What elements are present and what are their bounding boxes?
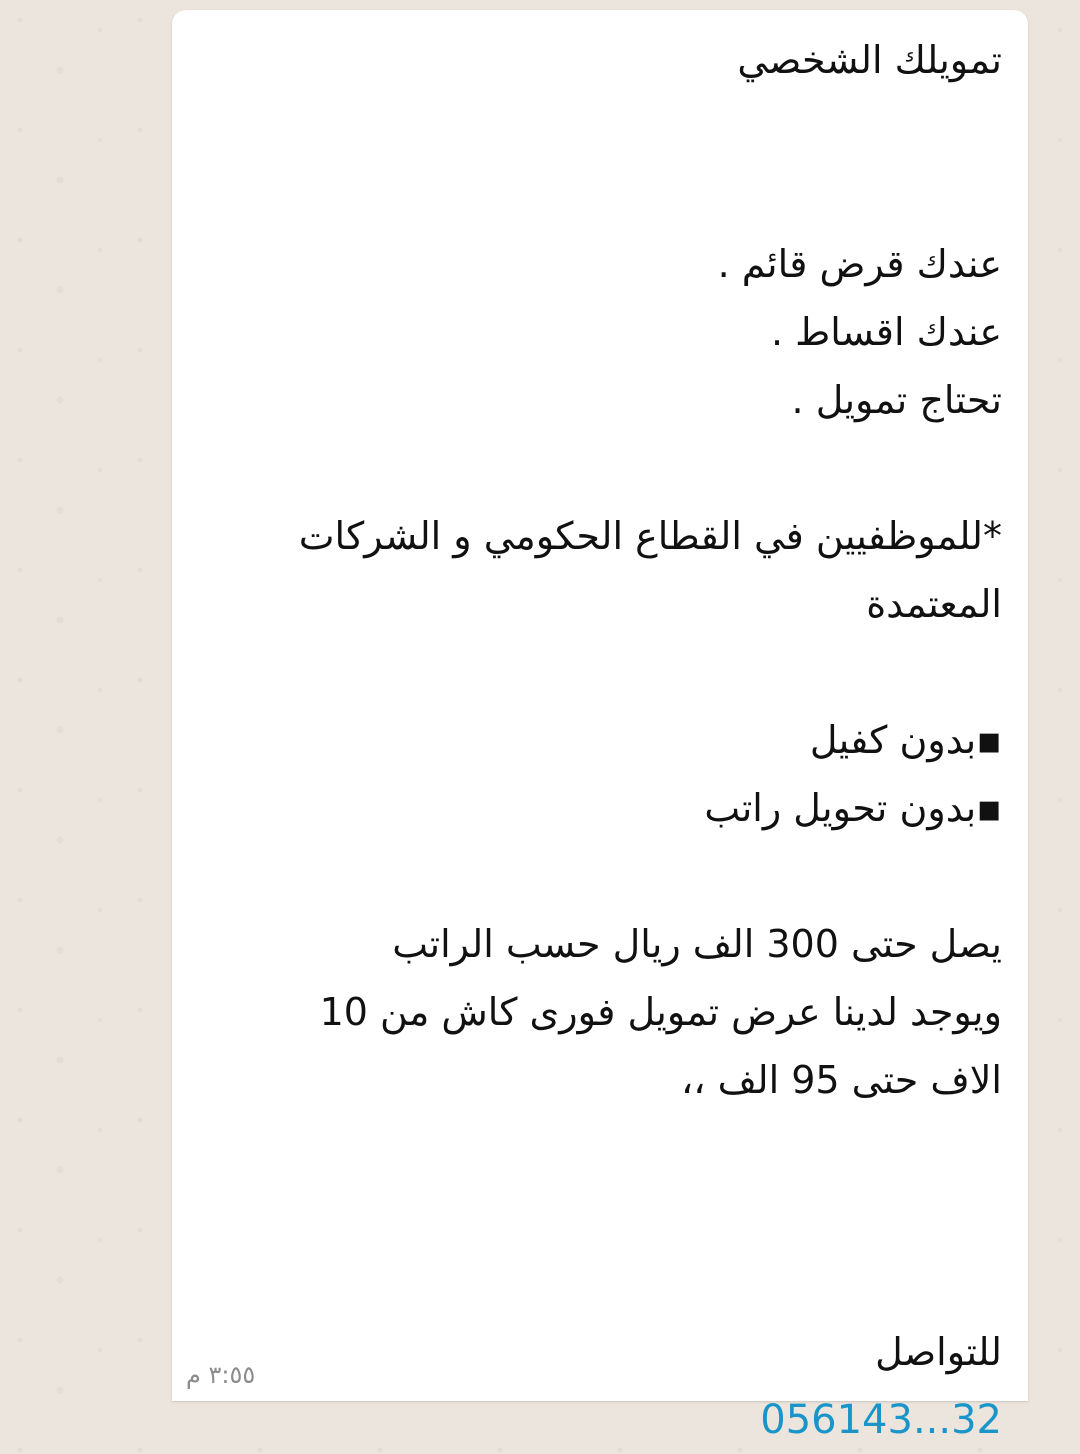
message-line: عندك قرض قائم . bbox=[717, 242, 1002, 286]
message-bullet: ▪بدون تحويل راتب bbox=[704, 786, 1002, 830]
message-bubble[interactable] bbox=[172, 10, 1028, 1443]
message-line: ويوجد لدينا عرض تمويل فورى كاش من 10 bbox=[319, 990, 1002, 1034]
message-bullet: ▪بدون كفيل bbox=[809, 718, 1002, 762]
phone-number-link[interactable]: 056143...32 bbox=[760, 1397, 1002, 1443]
message-text bbox=[202, 26, 1002, 1454]
message-line: المعتمدة bbox=[866, 582, 1002, 626]
message-timestamp: ٣:٥٥ م bbox=[186, 1361, 256, 1389]
message-line: تحتاج تمويل . bbox=[791, 378, 1002, 422]
message-title: تمويلك الشخصي bbox=[737, 38, 1002, 82]
message-line: يصل حتى 300 الف ريال حسب الراتب bbox=[392, 922, 1002, 966]
message-line: الاف حتى 95 الف ،، bbox=[681, 1058, 1002, 1102]
contact-label: للتواصل bbox=[875, 1330, 1002, 1374]
message-line: *للموظفيين في القطاع الحكومي و الشركات bbox=[298, 514, 1002, 558]
message-line: عندك اقساط . bbox=[771, 310, 1002, 354]
